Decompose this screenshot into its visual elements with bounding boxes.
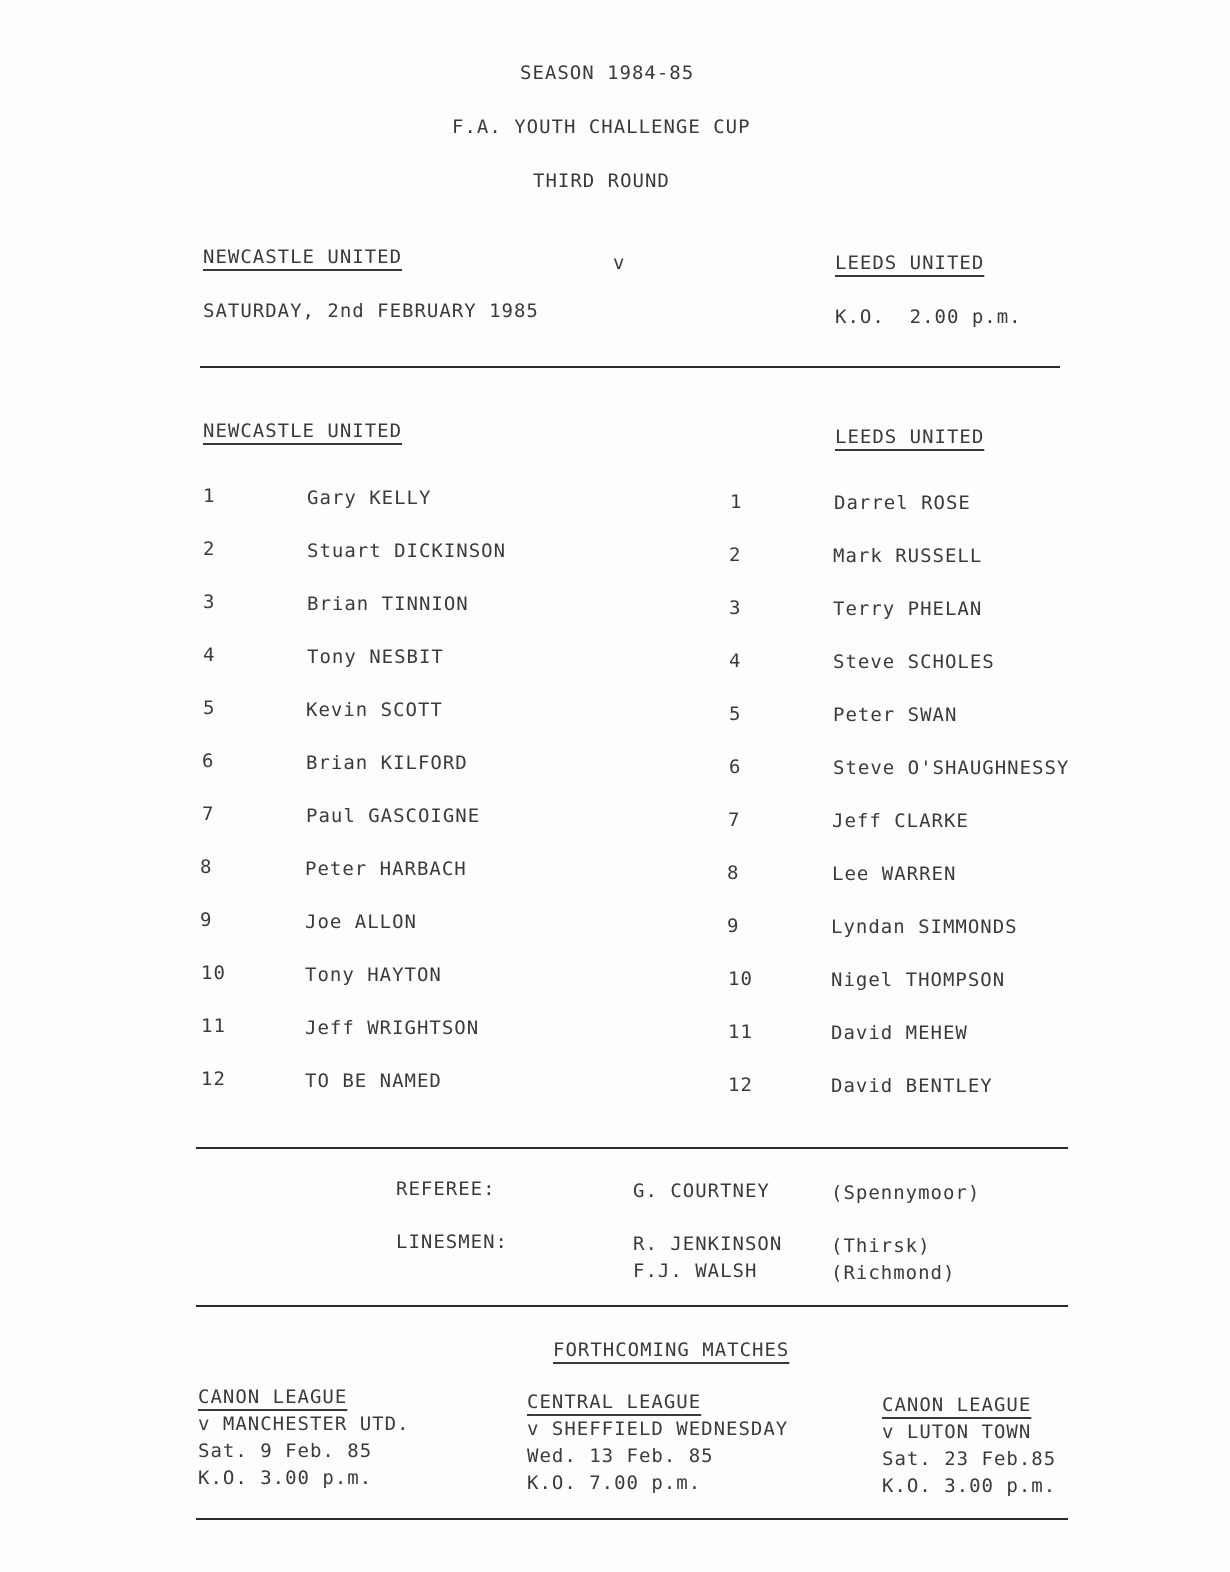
home-player-number: 12 <box>201 1068 226 1090</box>
away-player-name: Darrel ROSE <box>834 492 971 514</box>
home-player-number: 11 <box>201 1015 226 1037</box>
away-player-name: Steve O'SHAUGHNESSY <box>833 757 1070 779</box>
away-player-number: 6 <box>729 756 742 778</box>
match-kickoff: K.O. 3.00 p.m. <box>198 1467 373 1489</box>
season-title: SEASON 1984-85 <box>520 62 695 84</box>
away-player-number: 1 <box>730 491 743 513</box>
home-player-name: Joe ALLON <box>305 911 417 933</box>
home-team-heading: NEWCASTLE UNITED <box>203 420 403 442</box>
home-player-number: 2 <box>203 538 216 560</box>
away-player-name: Nigel THOMPSON <box>831 969 1006 991</box>
away-player-number: 10 <box>728 968 753 990</box>
match-opponent: v MANCHESTER UTD. <box>198 1413 410 1435</box>
match-date: Sat. 23 Feb.85 <box>882 1448 1057 1470</box>
home-player-name: Tony HAYTON <box>305 964 442 986</box>
away-player-number: 3 <box>729 597 742 619</box>
home-player-name: TO BE NAMED <box>305 1070 442 1092</box>
linesman-town: (Richmond) <box>831 1262 956 1284</box>
home-player-number: 3 <box>203 591 216 613</box>
fixture-date: SATURDAY, 2nd FEBRUARY 1985 <box>203 300 539 322</box>
referee-label: REFEREE: <box>396 1178 496 1200</box>
divider <box>196 1518 1068 1520</box>
home-player-name: Brian KILFORD <box>306 752 468 774</box>
match-league: CANON LEAGUE <box>882 1394 1032 1416</box>
referee-town: (Spennymoor) <box>831 1182 981 1204</box>
away-player-number: 12 <box>728 1074 753 1096</box>
divider <box>196 1147 1068 1149</box>
home-player-name: Brian TINNION <box>307 593 469 615</box>
away-player-number: 2 <box>729 544 742 566</box>
match-opponent: v LUTON TOWN <box>882 1421 1032 1443</box>
away-player-name: Terry PHELAN <box>833 598 983 620</box>
match-date: Wed. 13 Feb. 85 <box>527 1445 714 1467</box>
away-player-number: 8 <box>727 862 740 884</box>
away-player-name: Steve SCHOLES <box>833 651 995 673</box>
home-player-name: Stuart DICKINSON <box>307 540 507 562</box>
home-player-name: Tony NESBIT <box>307 646 444 668</box>
fixture-kickoff: K.O. 2.00 p.m. <box>835 306 1022 328</box>
home-player-number: 8 <box>200 856 213 878</box>
match-opponent: v SHEFFIELD WEDNESDAY <box>527 1418 789 1440</box>
home-player-number: 4 <box>203 644 216 666</box>
match-league: CENTRAL LEAGUE <box>527 1391 702 1413</box>
away-player-name: David MEHEW <box>831 1022 968 1044</box>
fixture-versus: v <box>613 252 626 274</box>
linesman-name: R. JENKINSON <box>633 1233 783 1255</box>
home-player-number: 6 <box>202 750 215 772</box>
referee-name: G. COURTNEY <box>633 1180 770 1202</box>
away-player-name: Mark RUSSELL <box>833 545 983 567</box>
fixture-home-team: NEWCASTLE UNITED <box>203 246 403 268</box>
match-kickoff: K.O. 3.00 p.m. <box>882 1475 1057 1497</box>
away-player-name: Lyndan SIMMONDS <box>831 916 1018 938</box>
home-player-number: 10 <box>201 962 226 984</box>
away-player-number: 11 <box>728 1021 753 1043</box>
away-player-name: Peter SWAN <box>833 704 958 726</box>
away-player-name: Jeff CLARKE <box>832 810 969 832</box>
match-kickoff: K.O. 7.00 p.m. <box>527 1472 702 1494</box>
match-date: Sat. 9 Feb. 85 <box>198 1440 373 1462</box>
away-team-heading: LEEDS UNITED <box>835 426 985 448</box>
home-player-number: 5 <box>203 697 216 719</box>
linesmen-label: LINESMEN: <box>396 1231 508 1253</box>
home-player-name: Paul GASCOIGNE <box>306 805 481 827</box>
home-player-number: 1 <box>203 485 216 507</box>
home-player-number: 7 <box>202 803 215 825</box>
away-player-number: 9 <box>727 915 740 937</box>
divider <box>196 1305 1068 1307</box>
divider <box>200 366 1060 368</box>
match-league: CANON LEAGUE <box>198 1386 348 1408</box>
linesman-name: F.J. WALSH <box>633 1260 758 1282</box>
home-player-name: Kevin SCOTT <box>306 699 443 721</box>
forthcoming-title: FORTHCOMING MATCHES <box>553 1339 790 1361</box>
linesman-town: (Thirsk) <box>831 1235 931 1257</box>
competition-title: F.A. YOUTH CHALLENGE CUP <box>452 116 751 138</box>
away-player-name: Lee WARREN <box>832 863 957 885</box>
home-player-name: Jeff WRIGHTSON <box>305 1017 480 1039</box>
away-player-name: David BENTLEY <box>831 1075 993 1097</box>
away-player-number: 4 <box>729 650 742 672</box>
round-title: THIRD ROUND <box>533 170 670 192</box>
away-player-number: 5 <box>729 703 742 725</box>
fixture-away-team: LEEDS UNITED <box>835 252 985 274</box>
home-player-number: 9 <box>200 909 213 931</box>
away-player-number: 7 <box>728 809 741 831</box>
home-player-name: Gary KELLY <box>307 487 432 509</box>
home-player-name: Peter HARBACH <box>305 858 467 880</box>
